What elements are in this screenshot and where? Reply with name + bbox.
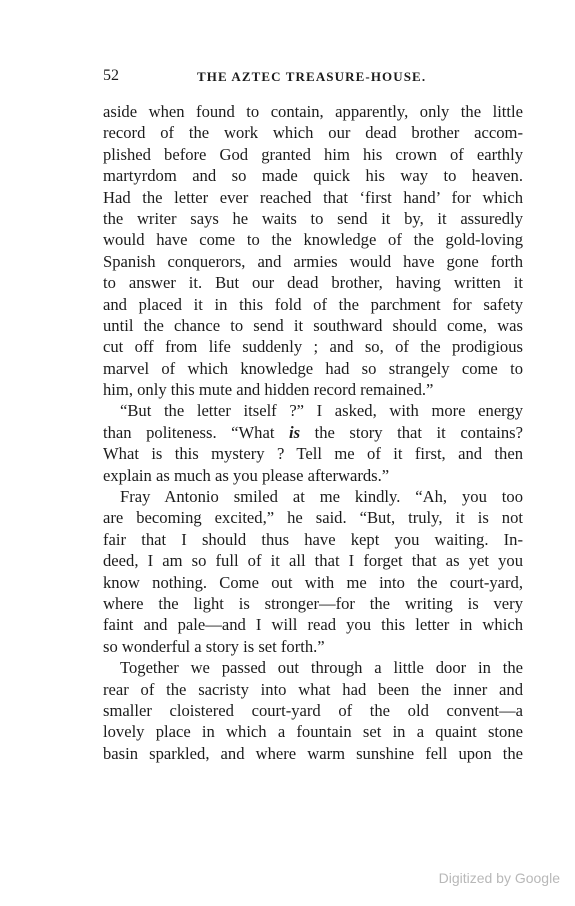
text-line: faint and pale—and I will read you this letter in which xyxy=(103,615,523,635)
text-line: What is this mystery ? Tell me of it first, and then xyxy=(103,444,523,464)
page-header xyxy=(103,67,523,85)
text-line: and placed it in this fold of the parchment for safety xyxy=(103,294,523,314)
text-line: cut off from life suddenly ; and so, of the prodigious xyxy=(103,337,523,357)
text-line: lovely place in which a fountain set in a quaint stone xyxy=(103,722,523,742)
text-line: record of the work which our dead brother accom- xyxy=(103,123,523,143)
digitized-watermark: Digitized by Google xyxy=(438,870,560,886)
text-line: so wonderful a story is set forth.” xyxy=(103,636,325,656)
text-line: aside when found to contain, apparently, only the little xyxy=(103,102,523,121)
text-line: until the chance to send it southward should come, was xyxy=(103,315,523,335)
text-line: fair that I should thus have kept you waiting. In- xyxy=(103,529,523,549)
text-line: would have come to the knowledge of the gold-loving xyxy=(103,230,523,250)
text-line: Had the letter ever reached that ‘first hand’ for which xyxy=(103,187,523,207)
text-line: rear of the sacristy into what had been the inner and xyxy=(103,679,523,699)
text-segment: than politeness. “What xyxy=(103,422,289,442)
text-line: “But the letter itself ?” I asked, with more energy xyxy=(120,401,523,421)
text-line: explain as much as you please afterwards.” xyxy=(103,465,390,485)
text-line: the writer says he waits to send it by, it assuredly xyxy=(103,208,523,228)
body-text xyxy=(103,101,523,764)
text-line: him, only this mute and hidden record remained.” xyxy=(103,380,434,400)
text-line: martyrdom and so made quick his way to heaven. xyxy=(103,166,523,186)
page-number: 52 xyxy=(103,67,119,84)
text-line: where the light is stronger—for the writing is very xyxy=(103,593,523,613)
text-line-emphasis xyxy=(103,422,523,443)
text-line: deed, I am so full of it all that I forget that as yet you xyxy=(103,551,523,571)
text-line: plished before God granted him his crown of earthly xyxy=(103,144,523,164)
running-head: THE AZTEC TREASURE-HOUSE. xyxy=(197,69,427,84)
text-line: to answer it. But our dead brother, having written it xyxy=(103,273,523,293)
text-line: know nothing. Come out with me into the court-yard, xyxy=(103,572,523,592)
emphasized-word: is xyxy=(289,422,301,442)
text-line: Fray Antonio smiled at me kindly. “Ah, you too xyxy=(120,487,523,507)
text-line: are becoming excited,” he said. “But, truly, it is not xyxy=(103,508,523,528)
text-line: basin sparkled, and where warm sunshine fell upon the xyxy=(103,743,523,763)
text-line: marvel of which knowledge had so strangely come to xyxy=(103,358,523,378)
text-segment: the story that it contains? xyxy=(300,422,523,442)
text-line: Spanish conquerors, and armies would have gone forth xyxy=(103,251,523,271)
text-line: smaller cloistered court-yard of the old convent—a xyxy=(103,700,523,720)
text-line: Together we passed out through a little door in the xyxy=(120,658,523,678)
